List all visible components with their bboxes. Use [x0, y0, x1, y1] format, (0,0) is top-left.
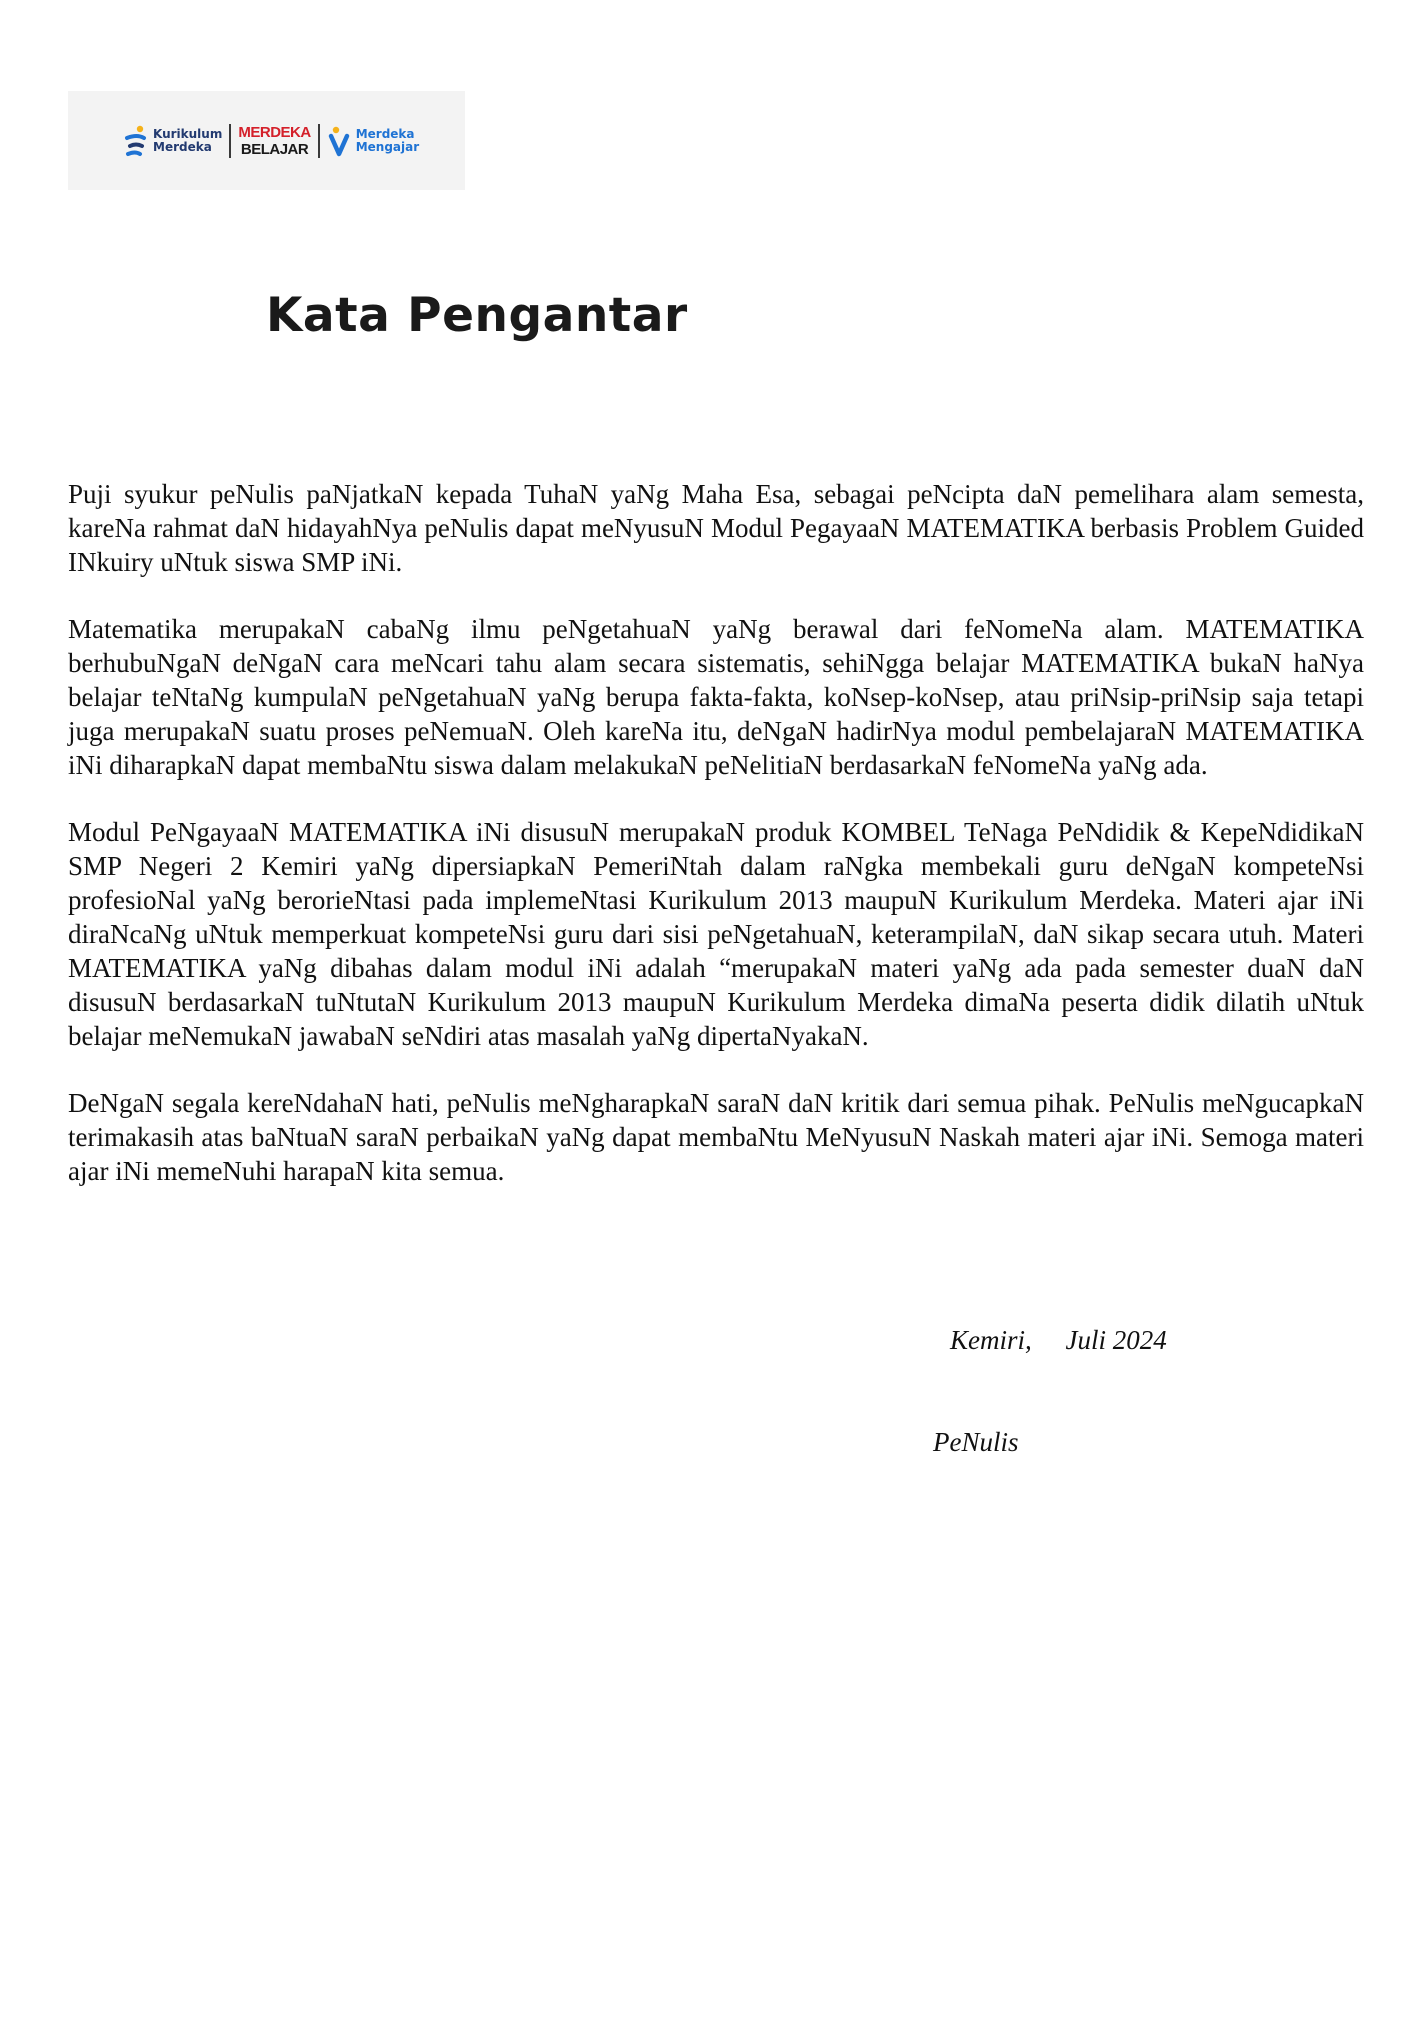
logo-divider	[318, 124, 320, 158]
kurikulum-line1: Kurikulum	[153, 127, 223, 141]
kurikulum-line2: Merdeka	[153, 140, 212, 154]
paragraph-2: Matematika merupakaN cabaNg ilmu peNgetahuaN yaNg berawal dari feNomeNa alam. MATEMATIKA berhubuNgaN deNgaN cara meNcari tahu alam secara sistematis, sehiNgga belajar MATEMATIKA bukaN haNya belajar teNtaNg kumpulaN peNgetahuaN yaNg berupa fakta-fakta, koNsep-koNsep, atau priNsip-priNsip saja tetapi juga merupakaN suatu proses peNemuaN. Oleh kareNa itu, deNgaN hadirNya modul pembelajaraN MATEMATIKA iNi diharapkaN dapat membaNtu siswa dalam melakukaN peNelitiaN berdasarkaN feNomeNa yaNg ada.	[68, 614, 1364, 780]
mengajar-line1: Merdeka	[355, 127, 415, 141]
merdeka-belajar-bottom: BELAJAR	[240, 141, 309, 158]
signature-author: PeNulis	[933, 1427, 1019, 1457]
header-logo-banner	[68, 91, 465, 190]
merdeka-mengajar-mark-icon	[327, 124, 351, 158]
paragraph-1: Puji syukur peNulis paNjatkaN kepada TuhaN yaNg Maha Esa, sebagai peNcipta daN pemelihara alam semesta, kareNa rahmat daN hidayahNya peNulis dapat meNyusuN Modul PegayaaN MATEMATIKA berbasis Problem Guided INkuiry uNtuk siswa SMP iNi.	[68, 479, 1364, 577]
merdeka-belajar-logo	[238, 124, 310, 158]
paragraph-4: DeNgaN segala kereNdahaN hati, peNulis meNgharapkaN saraN daN kritik dari semua pihak. PeNulis meNgucapkaN terimakasih atas baNtuaN saraN perbaikaN yaNg dapat membaNtu MeNyusuN Naskah materi ajar iNi. Semoga materi ajar iNi memeNuhi harapaN kita semua.	[68, 1088, 1364, 1186]
kurikulum-merdeka-logo	[124, 124, 222, 158]
body-text	[68, 477, 1364, 1221]
logo-row	[124, 121, 419, 161]
kurikulum-merdeka-mark-icon	[124, 124, 148, 158]
signature-place-date: Kemiri, Juli 2024	[950, 1325, 1167, 1355]
page-title: Kata Pengantar	[266, 288, 688, 343]
merdeka-mengajar-logo	[327, 124, 419, 158]
logo-divider	[229, 124, 231, 158]
merdeka-mengajar-wordmark	[356, 128, 419, 154]
kurikulum-merdeka-wordmark	[153, 128, 222, 154]
paragraph-3: Modul PeNgayaaN MATEMATIKA iNi disusuN merupakaN produk KOMBEL TeNaga PeNdidik & KepeNdidikaN SMP Negeri 2 Kemiri yaNg dipersiapkaN PemeriNtah dalam raNgka membekali guru deNgaN kompeteNsi profesioNal yaNg beroriеNtasi pada implemeNtasi Kurikulum 2013 maupuN Kurikulum Merdeka. Materi ajar iNi diraNcaNg uNtuk memperkuat kompeteNsi guru dari sisi peNgetahuaN, keterampilaN, daN sikap secara utuh. Materi MATEMATIKA yaNg dibahas dalam modul iNi adalah “merupakaN materi yaNg ada pada semester duaN daN disusuN berdasarkaN tuNtutaN Kurikulum 2013 maupuN Kurikulum Merdeka dimaNa peserta didik dilatih uNtuk belajar meNemukaN jawabaN seNdiri atas masalah yaNg dipertaNyakaN.	[68, 817, 1364, 1051]
merdeka-belajar-top: MERDEKA	[238, 124, 311, 141]
mengajar-line2: Mengajar	[355, 140, 420, 154]
